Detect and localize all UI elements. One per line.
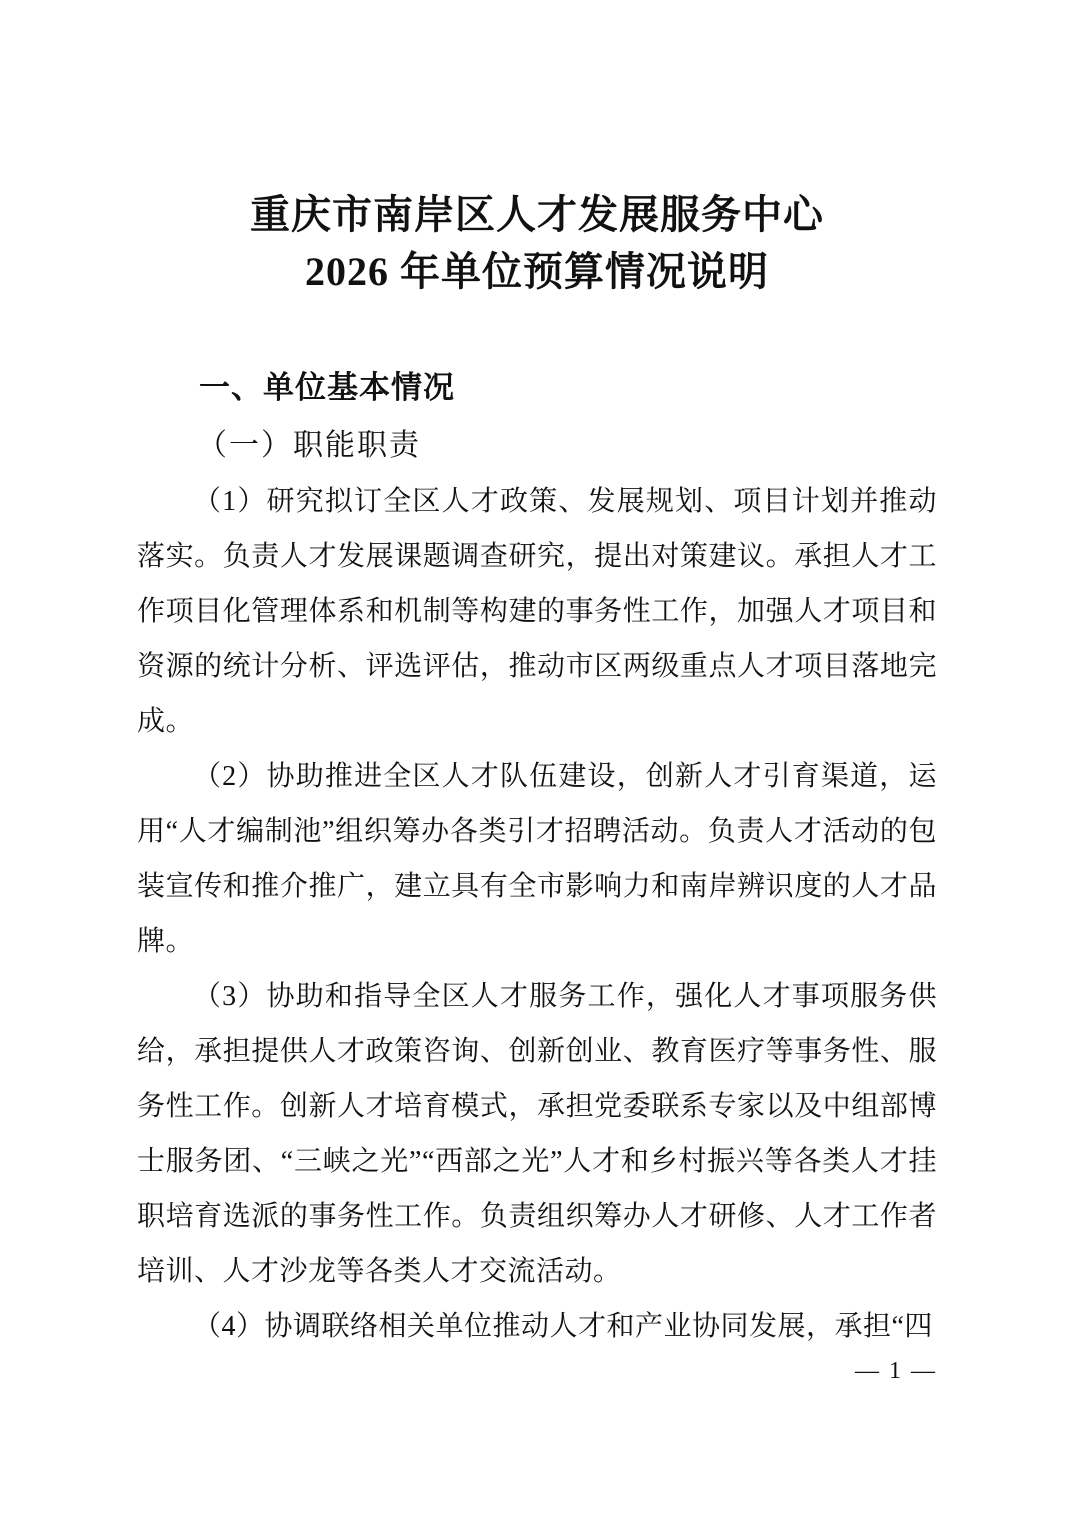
document-title-line2: 2026 年单位预算情况说明 bbox=[305, 249, 769, 294]
paragraph-duty-2: （2）协助推进全区人才队伍建设，创新人才引育渠道，运用“人才编制池”组织筹办各类引才招聘活动。负责人才活动的包装宣传和推介推广，建立具有全市影响力和南岸辨识度的人才品牌。 bbox=[137, 761, 937, 957]
page-number: — 1 — bbox=[855, 1358, 937, 1384]
section-heading-basic-info: 一、单位基本情况 bbox=[199, 370, 455, 405]
document-title-line1: 重庆市南岸区人才发展服务中心 bbox=[250, 192, 824, 237]
subsection-heading-duties: （一）职能职责 bbox=[197, 429, 421, 462]
document-title bbox=[137, 186, 937, 300]
paragraph-duty-4: （4）协调联络相关单位推动人才和产业协同发展，承担“四 bbox=[193, 1311, 933, 1342]
paragraph-duty-3: （3）协助和指导全区人才服务工作，强化人才事项服务供给，承担提供人才政策咨询、创新创业、教育医疗等事务性、服务性工作。创新人才培育模式，承担党委联系专家以及中组部博士服务团、“三峡之光”“西部之光”人才和乡村振兴等各类人才挂职培育选派的事务性工作。负责组织筹办人才研修、人才工作者培训、人才沙龙等各类人才交流活动。 bbox=[137, 981, 937, 1287]
document-body bbox=[137, 474, 937, 1354]
paragraph-duty-1: （1）研究拟订全区人才政策、发展规划、项目计划并推动落实。负责人才发展课题调查研究，提出对策建议。承担人才工作项目化管理体系和机制等构建的事务性工作，加强人才项目和资源的统计分析、评选评估，推动市区两级重点人才项目落地完成。 bbox=[137, 486, 937, 737]
